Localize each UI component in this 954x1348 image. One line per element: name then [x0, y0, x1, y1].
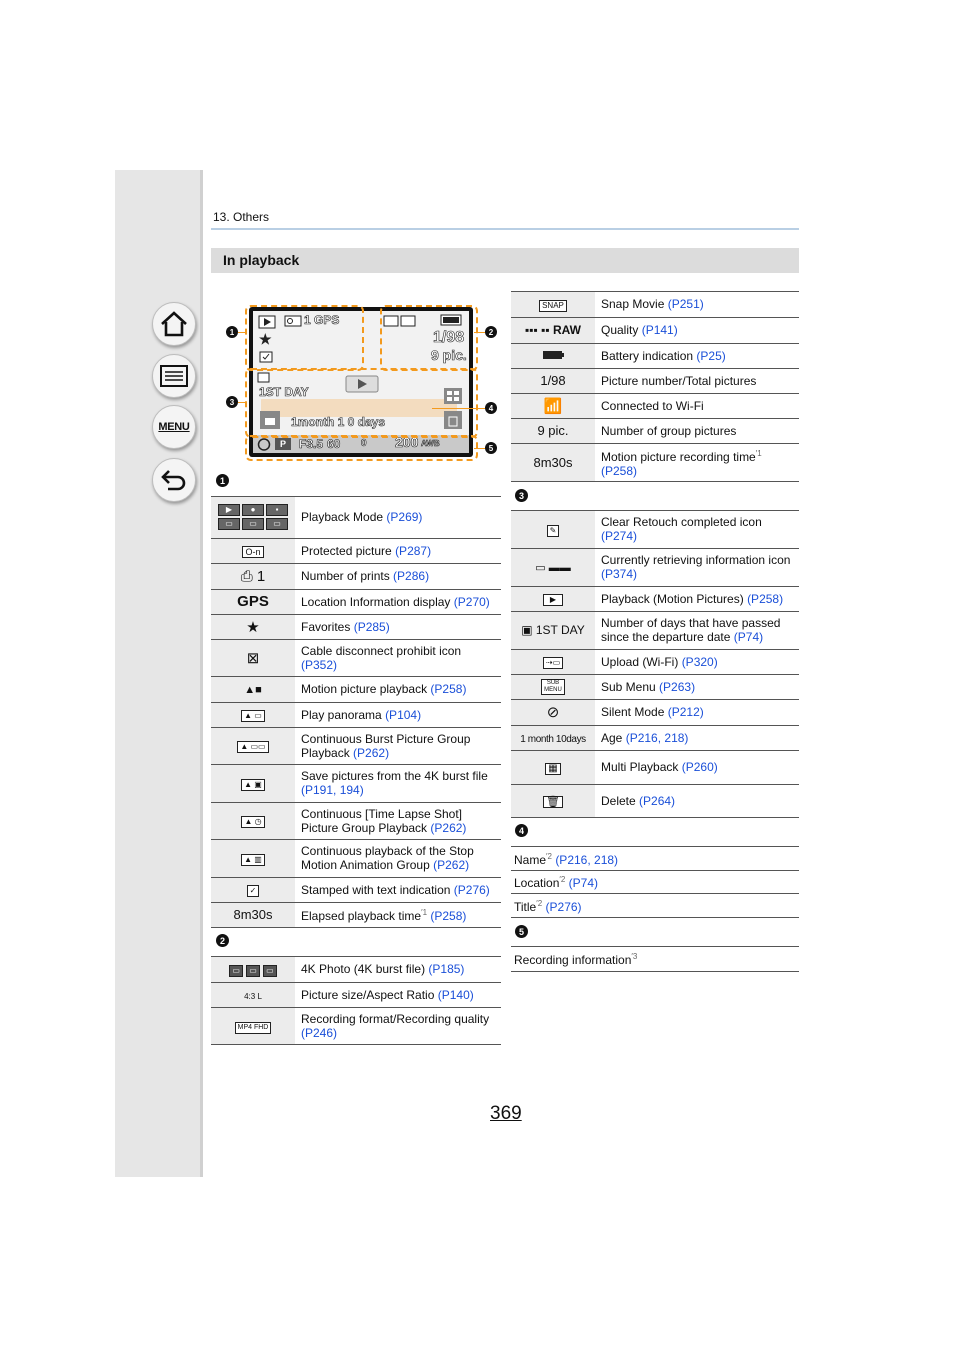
group-number: 1 [216, 474, 229, 487]
rec-format-icon: MP4 FHD [235, 1022, 272, 1034]
callout-leader [238, 402, 246, 403]
callout-4: 4 [485, 402, 497, 414]
table-row [211, 902, 501, 927]
list-item: Delete (P264) [595, 784, 799, 817]
star-icon: ★ [246, 618, 260, 636]
list-item: Multi Playback (P260) [595, 750, 799, 784]
page-link[interactable]: (P274) [601, 529, 638, 544]
print-icon: ⎙ [240, 567, 257, 585]
gps-icon: GPS [237, 593, 269, 610]
table-row [511, 893, 799, 917]
cable-icon-cell [211, 639, 295, 676]
return-icon [160, 468, 188, 492]
page-link[interactable]: (P251) [667, 297, 704, 312]
list-item: Connected to Wi-Fi [595, 393, 799, 418]
table-row [211, 497, 501, 538]
table-row [511, 870, 799, 893]
list-item: Number of days that have passed since the departure date (P74) [595, 611, 799, 649]
table-row [211, 802, 501, 839]
page-link[interactable]: (P74) [568, 876, 599, 890]
wb-readout: AWB [421, 439, 440, 448]
group-pics-cell [511, 418, 595, 443]
delete-icon-cell [511, 784, 595, 817]
page-link[interactable]: (P262) [353, 745, 390, 760]
page-link[interactable]: (P264) [639, 793, 676, 808]
list-item: Age (P216, 218) [595, 725, 799, 750]
table-row [511, 947, 799, 971]
section-title: In playback [223, 252, 300, 268]
list-item: Cable disconnect prohibit icon (P352) [295, 639, 501, 676]
toc-button[interactable] [152, 354, 196, 398]
wifi-icon-cell [511, 393, 595, 418]
back-button[interactable] [152, 458, 196, 502]
multi-playback-icon-cell [511, 750, 595, 784]
list-item: Play panorama (P104) [295, 702, 501, 727]
group-number: 5 [515, 925, 528, 938]
menu-button[interactable] [152, 405, 196, 449]
callout-leader [238, 332, 246, 333]
page-link[interactable]: (P320) [681, 654, 718, 669]
4k-photo-icon-cell [211, 957, 295, 982]
table-row [211, 957, 501, 982]
callout-leader [432, 408, 485, 409]
list-item: Recording format/Recording quality (P246) [295, 1007, 501, 1044]
elapsed-time-value: 8m30s [233, 907, 273, 922]
panorama-icon-cell [211, 702, 295, 727]
table-row [511, 443, 799, 481]
day-readout: 1ST DAY [259, 385, 309, 399]
time-lapse-icon: ▲ ◷ [241, 816, 264, 828]
list-item: Picture size/Aspect Ratio (P140) [295, 982, 501, 1007]
age-readout: 1month 1 0 days [291, 415, 386, 429]
list-item: Playback Mode (P269) [295, 497, 501, 538]
table-row [511, 750, 799, 784]
4k-save-icon-cell [211, 764, 295, 802]
table-row [511, 368, 799, 393]
playback-video-icon: ▪ [266, 504, 288, 516]
page-link[interactable]: (P262) [430, 820, 467, 835]
table-row [211, 538, 501, 563]
page-link[interactable]: (P262) [433, 858, 470, 872]
page-link[interactable]: (P258) [430, 909, 467, 923]
playback-normal-icon: ▶ [218, 504, 240, 516]
icon-table-group-4 [511, 847, 799, 918]
table-row [211, 676, 501, 702]
upload-wifi-icon: ⇢▭ [543, 657, 563, 669]
icon-table-group-1 [211, 497, 501, 928]
list-item: Recording information$^{'3}$ [511, 947, 799, 971]
table-row [211, 764, 501, 802]
list-item: Sub Menu (P263) [595, 674, 799, 699]
text-stamp-icon: ✓ [247, 885, 260, 897]
upload-icon-cell [511, 649, 595, 674]
page-link[interactable]: (P263) [659, 679, 696, 694]
retrieving-icon-cell [511, 548, 595, 586]
4k-burst-s-icon: ▭ [246, 965, 260, 977]
table-row [511, 611, 799, 649]
list-item: Continuous playback of the Stop Motion Animation Group (P262) [295, 839, 501, 877]
suitcase-icon: ▣ [521, 623, 536, 637]
elapsed-time-icon-cell [211, 902, 295, 927]
icon-table-group-3 [511, 511, 799, 818]
table-row [511, 699, 799, 725]
stop-motion-icon-cell [211, 839, 295, 877]
cable-disconnect-icon: ⊠ [246, 649, 260, 667]
home-icon [160, 311, 188, 337]
page-link[interactable]: (P246) [301, 1025, 338, 1040]
snap-icon-cell [511, 292, 595, 317]
page-link[interactable]: (P216, [625, 730, 662, 745]
callout-leader [474, 332, 485, 333]
playback-4k-icon: ▭ [218, 518, 240, 530]
list-item: 4K Photo (4K burst file) (P185) [295, 957, 501, 982]
gps-icon-cell [211, 589, 295, 614]
table-row [211, 982, 501, 1007]
icon-table-group-2-cont [511, 292, 799, 482]
stop-motion-icon: ▲ ▥ [241, 854, 265, 866]
list-item: Motion picture recording time$^{'1}$ (P258) [595, 443, 799, 481]
page-link[interactable]: (P258) [747, 591, 784, 606]
page-link[interactable]: (P352) [301, 657, 338, 672]
table-row [511, 317, 799, 343]
favorite-icon-cell [211, 614, 295, 639]
group-pictures-readout: 9 pic. [431, 347, 467, 363]
page-link[interactable]: (P276) [453, 882, 490, 897]
age-cell [511, 725, 595, 750]
playback-3d-icon: ▭ [242, 518, 264, 530]
list-item: Protected picture (P287) [295, 538, 501, 563]
battery-icon [542, 350, 564, 360]
list-item: Name$^{'2}$ (P216, 218) [511, 847, 799, 870]
iso-readout: 200 [395, 434, 419, 450]
icon-table-group-5 [511, 947, 799, 972]
list-item: Clear Retouch completed icon (P274) [595, 511, 799, 548]
delete-icon: 🗑 [543, 796, 563, 808]
play-motion-icon-cell [511, 586, 595, 611]
rec-format-icon-cell [211, 1007, 295, 1044]
quality-icon: ▪▪▪ ▪▪ [525, 323, 553, 337]
page-link[interactable]: (P276) [545, 899, 582, 914]
list-item: Snap Movie (P251) [595, 292, 799, 317]
table-row [211, 877, 501, 902]
rec-time-value: 8m30s [533, 454, 573, 470]
age-value: 1 month 10days [520, 733, 586, 745]
table-row [511, 674, 799, 699]
list-item: Battery indication (P25) [595, 343, 799, 368]
list-item: Picture number/Total pictures [595, 368, 799, 393]
wifi-icon: 📶 [543, 397, 563, 415]
mode-p-icon: P [275, 438, 291, 450]
table-row [211, 702, 501, 727]
page-link[interactable]: (P140) [437, 987, 474, 1002]
group-number: 4 [515, 824, 528, 837]
list-item: Currently retrieving information icon (P374) [595, 548, 799, 586]
snap-movie-icon: SNAP [539, 300, 567, 312]
aperture-readout: F3.5 [299, 437, 324, 451]
4k-burst-icon: ▭ [229, 965, 243, 977]
list-item: Elapsed playback time$^{'1}$ (P258) [295, 902, 501, 927]
silent-mode-icon: ⊘ [546, 704, 560, 721]
multi-playback-icon: ▦ [545, 763, 560, 775]
list-item: Stamped with text indication (P276) [295, 877, 501, 902]
list-item: Location$^{'2}$ (P74) [511, 870, 799, 893]
callout-region-1 [245, 305, 364, 371]
list-item: Save pictures from the 4K burst file (P191, 194) [295, 764, 501, 802]
print-icon-cell: ⎙ 1 [211, 563, 295, 589]
table-row [211, 563, 501, 589]
motion-picture-icon: ▲■ [244, 684, 262, 696]
page-link[interactable]: 194) [339, 783, 364, 797]
pic-number-cell [511, 368, 595, 393]
burst-group-icon: ▲ ▭▭ [237, 741, 268, 753]
list-item: Playback (Motion Pictures) (P258) [595, 586, 799, 611]
callout-region-5 [245, 435, 478, 461]
page-number: 369 [490, 1103, 522, 1124]
list-item: Motion picture playback (P258) [295, 676, 501, 702]
list-item: Quality (P141) [595, 317, 799, 343]
list-item: Upload (Wi-Fi) (P320) [595, 649, 799, 674]
quality-icon-cell: ▪▪▪ ▪▪ RAW [511, 317, 595, 343]
table-row [211, 639, 501, 676]
chapter-divider [211, 228, 799, 230]
travel-day-cell: ▣ 1ST DAY [511, 611, 595, 649]
page-link[interactable]: 218) [664, 730, 689, 745]
list-item: Favorites (P285) [295, 614, 501, 639]
page-link[interactable]: (P25) [696, 348, 726, 363]
motion-icon-cell [211, 676, 295, 702]
4k-pre-burst-icon: ▭ [263, 965, 277, 977]
group-number: 2 [216, 934, 229, 947]
list-item: Title$^{'2}$ (P276) [511, 893, 799, 917]
table-row [511, 847, 799, 870]
page-link[interactable]: (P185) [428, 962, 465, 977]
page-link[interactable]: (P287) [395, 543, 432, 558]
page-link[interactable]: (P260) [681, 760, 718, 774]
battery-icon-cell [511, 343, 595, 368]
page-link[interactable]: (P212) [667, 705, 704, 719]
icon-table-group-2 [211, 957, 501, 1045]
favorite-star-icon: ★ [259, 331, 272, 347]
clear-retouch-icon-cell [511, 511, 595, 548]
table-row [511, 586, 799, 611]
list-icon [160, 365, 188, 387]
menu-label: MENU [158, 421, 190, 433]
callout-region-2 [380, 305, 478, 371]
table-row [511, 292, 799, 317]
group-number: 3 [515, 489, 528, 502]
list-item: Location Information display (P270) [295, 589, 501, 614]
table-row [211, 614, 501, 639]
callout-leader [474, 448, 485, 449]
callout-5: 5 [485, 442, 497, 454]
sub-menu-icon: SUB MENU [541, 679, 565, 695]
table-row [511, 343, 799, 368]
picture-number-readout: 1/98 [433, 329, 465, 346]
table-row [211, 839, 501, 877]
page-link[interactable]: (P286) [393, 569, 430, 583]
playback-category-icon: ▭ [266, 518, 288, 530]
page-link[interactable]: (P258) [601, 463, 638, 478]
aspect-icon-cell [211, 982, 295, 1007]
protect-icon: O‑n [242, 546, 263, 558]
chapter-title: 13. Others [213, 210, 270, 224]
callout-1: 1 [226, 326, 238, 338]
table-row [511, 725, 799, 750]
pic-number-value: 1/98 [540, 373, 566, 388]
burst-icon-cell [211, 727, 295, 764]
shutter-readout: 60 [327, 437, 341, 451]
table-row [211, 589, 501, 614]
table-row [511, 649, 799, 674]
page-link[interactable]: (P285) [353, 619, 390, 634]
table-row [511, 784, 799, 817]
table-row [211, 727, 501, 764]
callout-region-3 [245, 368, 478, 438]
callout-2: 2 [485, 326, 497, 338]
sub-menu-icon-cell [511, 674, 595, 699]
exposure-readout: 0 [361, 438, 367, 449]
clear-retouch-icon: ✎ [547, 525, 560, 537]
play-icon: ▶ [543, 594, 563, 606]
retrieving-info-icon: ▭ ▬▬ [535, 562, 571, 574]
list-item: Silent Mode (P212) [595, 699, 799, 725]
group-pics-value: 9 pic. [537, 423, 569, 438]
page-link[interactable]: (P270) [453, 594, 490, 609]
table-row [511, 548, 799, 586]
list-item: Continuous [Time Lapse Shot] Picture Group Playback (P262) [295, 802, 501, 839]
playback-mode-icons [211, 497, 295, 538]
playback-still-icon: ● [242, 504, 264, 516]
time-lapse-icon-cell [211, 802, 295, 839]
aspect-ratio-icon: 4:3 L [244, 991, 262, 1001]
page-link[interactable]: (P374) [601, 567, 638, 581]
list-item: Continuous Burst Picture Group Playback (P262) [295, 727, 501, 764]
page-link[interactable]: (P216, [555, 852, 591, 867]
silent-icon-cell [511, 699, 595, 725]
table-row [511, 511, 799, 548]
list-item: Number of group pictures [595, 418, 799, 443]
section-header [211, 248, 799, 273]
page-link[interactable]: (P141) [641, 323, 678, 337]
list-item: Number of prints (P286) [295, 563, 501, 589]
4k-save-icon: ▲ ▣ [241, 779, 265, 791]
page-link[interactable]: (P269) [386, 510, 423, 525]
page-link[interactable]: 218) [594, 852, 619, 867]
page-link[interactable]: (P104) [385, 707, 422, 722]
page-link[interactable]: (P74) [733, 630, 764, 644]
page-link[interactable]: (P258) [430, 682, 467, 696]
home-button[interactable] [152, 302, 196, 346]
callout-3: 3 [226, 396, 238, 408]
panorama-icon: ▲ ▭ [241, 710, 265, 722]
table-row [211, 1007, 501, 1044]
page-link[interactable]: (P191, [301, 783, 337, 797]
table-row [511, 393, 799, 418]
text-stamp-icon-cell [211, 877, 295, 902]
gps-readout: 1 GPS [304, 313, 340, 327]
rec-time-cell [511, 443, 595, 481]
protect-icon-cell [211, 538, 295, 563]
table-row [511, 418, 799, 443]
